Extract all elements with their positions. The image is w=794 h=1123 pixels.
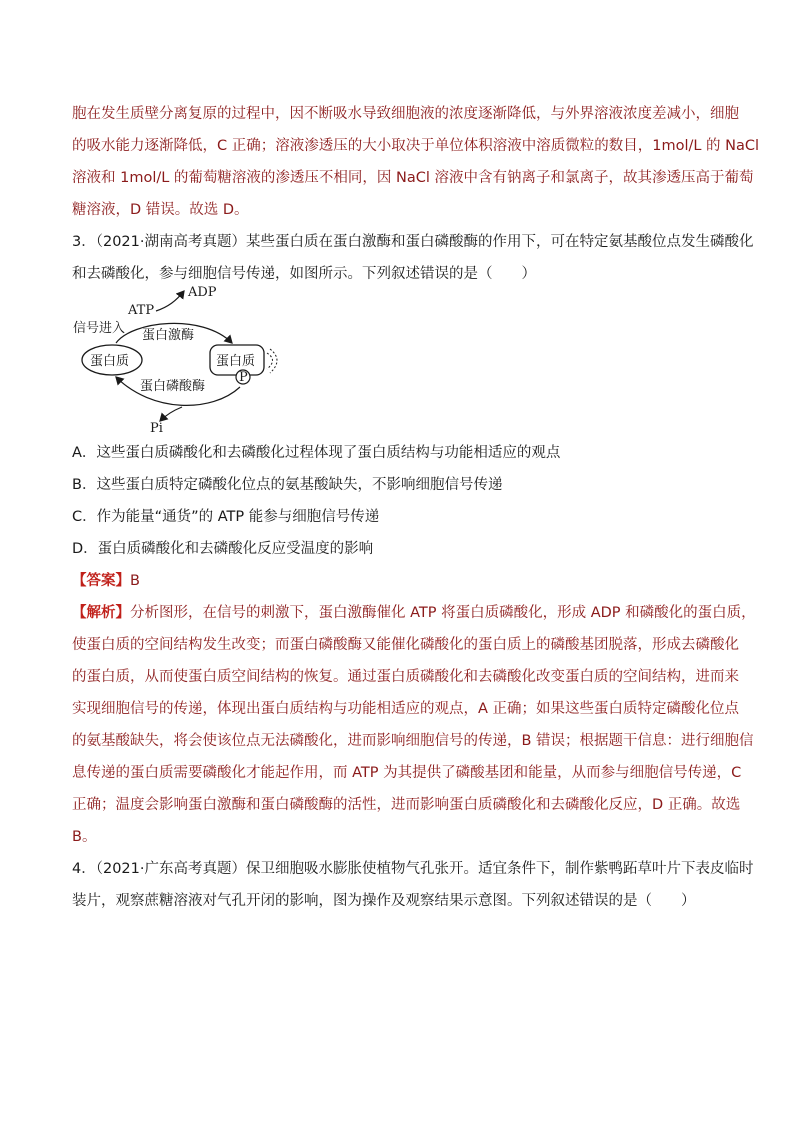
option-b: B．这些蛋白质特定磷酸化位点的氨基酸缺失，不影响细胞信号传递 <box>72 477 503 493</box>
explanation-line: 溶液和 1mol/L 的葡萄糖溶液的渗透压不相同，因 NaCl 溶液中含有钠离子和氯离子，故其渗透压高于葡萄 <box>72 170 754 186</box>
analysis-label: 【解析】 <box>72 605 130 621</box>
phosphate-label: P <box>239 370 248 385</box>
activation-mark <box>270 349 277 373</box>
protein-left-label: 蛋白质 <box>90 354 130 369</box>
pi-label: Pi <box>150 421 163 433</box>
protein-right-label: 蛋白质 <box>216 354 256 369</box>
analysis-line: 正确；温度会影响蛋白激酶和蛋白磷酸酶的活性，进而影响蛋白质磷酸化和去磷酸化反应，D 正确。故选 <box>72 797 741 813</box>
atp-label: ATP <box>128 303 155 318</box>
question-line: 装片，观察蔗糖溶液对气孔开闭的影响，图为操作及观察结果示意图。下列叙述错误的是（ ） <box>72 893 696 909</box>
question-4-stem <box>72 853 754 917</box>
answer-value: B <box>130 573 140 589</box>
question-line: 4．（2021·广东高考真题）保卫细胞吸水膨胀使植物气孔张开。适宜条件下，制作紫鸭跖草叶片下表皮临时 <box>72 861 754 877</box>
analysis-line: 实现细胞信号的传递，体现出蛋白质结构与功能相适应的观点，A 正确；如果这些蛋白质特定磷酸化位点 <box>72 701 740 717</box>
analysis-line: 分析图形，在信号的刺激下，蛋白激酶催化 ATP 将蛋白质磷酸化，形成 ADP 和磷酸化的蛋白质， <box>130 605 756 621</box>
pi-release-arrow <box>160 407 182 421</box>
previous-explanation <box>72 98 760 226</box>
question-line: 3．（2021·湖南高考真题）某些蛋白质在蛋白激酶和蛋白磷酸酶的作用下，可在特定氨基酸位点发生磷酸化 <box>72 234 754 250</box>
activation-mark <box>267 353 273 369</box>
answer-section <box>72 565 724 597</box>
question-line: 和去磷酸化，参与细胞信号传递，如图所示。下列叙述错误的是（ ） <box>72 266 536 282</box>
analysis-section <box>72 597 756 853</box>
analysis-line: 的蛋白质，从而使蛋白质空间结构的恢复。通过蛋白质磷酸化和去磷酸化改变蛋白质的空间结构，进而来 <box>72 669 739 685</box>
analysis-line: B。 <box>72 829 97 845</box>
explanation-line: 胞在发生质壁分离复原的过程中，因不断吸水导致细胞液的浓度逐渐降低，与外界溶液浓度差减小，细胞 <box>72 106 739 122</box>
kinase-label: 蛋白激酶 <box>142 328 195 343</box>
adp-label: ADP <box>188 285 217 300</box>
explanation-line: 的吸水能力逐渐降低，C 正确；溶液渗透压的大小取决于单位体积溶液中溶质微粒的数目，1mol/L 的 NaCl <box>72 138 760 154</box>
option-d: D．蛋白质磷酸化和去磷酸化反应受温度的影响 <box>72 541 374 557</box>
analysis-line: 息传递的蛋白质需要磷酸化才能起作用，而 ATP 为其提供了磷酸基团和能量，从而参与细胞信号传递，C <box>72 765 742 781</box>
question-3-options <box>72 437 724 565</box>
analysis-line: 的氨基酸缺失，将会使该位点无法磷酸化，进而影响细胞信号的传递，B 错误；根据题干信息：进行细胞信 <box>72 733 754 749</box>
answer-label: 【答案】 <box>72 573 130 589</box>
analysis-line: 使蛋白质的空间结构发生改变；而蛋白磷酸酶又能催化磷酸化的蛋白质上的磷酸基团脱落，形成去磷酸化 <box>72 637 739 653</box>
atp-to-adp-arrow <box>156 291 184 311</box>
question-3-stem <box>72 226 754 290</box>
option-c: C．作为能量“通货”的 ATP 能参与细胞信号传递 <box>72 509 380 525</box>
explanation-line: 糖溶液，D 错误。故选 D。 <box>72 202 249 218</box>
signal-in-label: 信号进入 <box>73 321 126 336</box>
phosphatase-label: 蛋白磷酸酶 <box>140 379 206 394</box>
phosphorylation-cycle-diagram <box>72 283 292 433</box>
option-a: A．这些蛋白质磷酸化和去磷酸化过程体现了蛋白质结构与功能相适应的观点 <box>72 445 561 461</box>
